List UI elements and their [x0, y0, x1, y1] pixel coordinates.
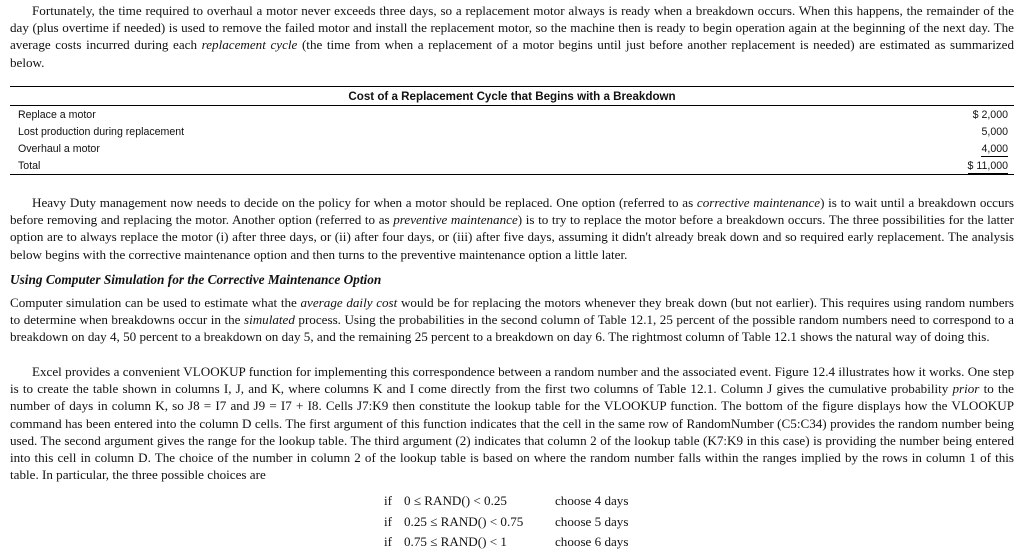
condition-choice: choose 4 days: [555, 493, 629, 509]
row-label: Lost production during replacement: [18, 125, 185, 138]
vlookup-paragraph: Excel provides a convenient VLOOKUP function for implementing this correspondence between a random number and the associated event. Figure 12.4 illustrates how it works. One step is to create the table shown in columns I, J, and K, where columns K and I come directly from the first two columns of Table 12.1. Column J gives the cumulative probability prior to the number of days in column K, so J8 = I7 and J9 = I7 + I8. Cells J7:K9 then constitute the lookup table for the VLOOKUP function. The bottom of the figure displays how the VLOOKUP command has been entered into the column D cells. The first argument of this function indicates that the cell in the same row of RandomNumber (C5:C34) provides the random number being used. The second argument gives the range for the lookup table. The third argument (2) indicates that column 2 of the lookup table (K7:K9 in this case) is providing the number being entered into this cell in column D. The choice of the number in column 2 of the lookup table is based on where the random number falls within the ranges implied by the rows in column 1 of this table. In particular, the three possible choices are: [10, 364, 1014, 483]
cost-table: [10, 86, 1014, 175]
row-amount: $ 11,000: [781, 157, 1014, 175]
table-row: [10, 140, 1014, 157]
policy-paragraph: Heavy Duty management now needs to decide on the policy for when a motor should be replaced. One option (referred to as corrective maintenance) is to wait until a breakdown occurs before removing and replacing the motor. Another option (referred to as preventive maintenance) is to try to replace the motor before a breakdown occurs. The three possibilities for the latter option are to always replace the motor (i) after three days, or (ii) after four days, or (iii) after five days, assuming it didn't already break down and so required early replacement. The analysis below begins with the corrective maintenance option and then turns to the preventive maintenance option a little later.: [10, 195, 1015, 262]
intro-paragraph: Fortunately, the time required to overhaul a motor never exceeds three days, so a replacement motor always is ready when a breakdown occurs. When this happens, the remainder of the day (plus overtime if needed) is used to remove the failed motor and install the replacement motor, so the machine then is ready to begin operation again at the beginning of the next day. The average costs incurred during each replacement cycle (the time from when a replacement of a motor begins until just before another replacement is needed) are estimated as summarized below.: [10, 3, 1015, 70]
condition-choice: choose 6 days: [555, 534, 629, 550]
condition-expression: 0 ≤ RAND() < 0.25: [404, 493, 507, 509]
simulation-paragraph: Computer simulation can be used to estimate what the average daily cost would be for replacing the motors whenever they break down (but not earlier). This requires using random numbers to determine when breakdowns occur in the simulated process. Using the probabilities in the second column of Table 12.1, 25 percent of the possible random numbers need to correspond to a breakdown on day 4, 50 percent to a breakdown on day 5, and the remaining 25 percent to a breakdown on day 6. The rightmost column of Table 12.1 shows the natural way of doing this.: [10, 295, 1015, 345]
condition-row: if 0 ≤ RAND() < 0.25 choose 4 days: [384, 491, 675, 512]
row-label: Replace a motor: [18, 108, 96, 121]
table-row: [10, 123, 1014, 140]
condition-choice: choose 5 days: [555, 513, 629, 529]
row-label: Overhaul a motor: [18, 142, 100, 155]
cost-table-title: Cost of a Replacement Cycle that Begins with a Breakdown: [10, 87, 1014, 106]
condition-row: if 0.75 ≤ RAND() < 1 choose 6 days: [384, 532, 675, 553]
table-row: [10, 106, 1014, 124]
condition-row: if 0.25 ≤ RAND() < 0.75 choose 5 days: [384, 512, 675, 533]
section-heading: Using Computer Simulation for the Corrective Maintenance Option: [10, 272, 382, 287]
row-label: Total: [10, 157, 781, 175]
condition-expression: 0.75 ≤ RAND() < 1: [404, 534, 507, 550]
row-amount: 4,000: [981, 142, 1008, 155]
row-amount: $ 2,000: [972, 108, 1008, 121]
table-row-total: [10, 157, 1014, 175]
condition-expression: 0.25 ≤ RAND() < 0.75: [404, 513, 524, 529]
row-amount: 5,000: [981, 125, 1008, 138]
conditions-list: [384, 491, 675, 553]
